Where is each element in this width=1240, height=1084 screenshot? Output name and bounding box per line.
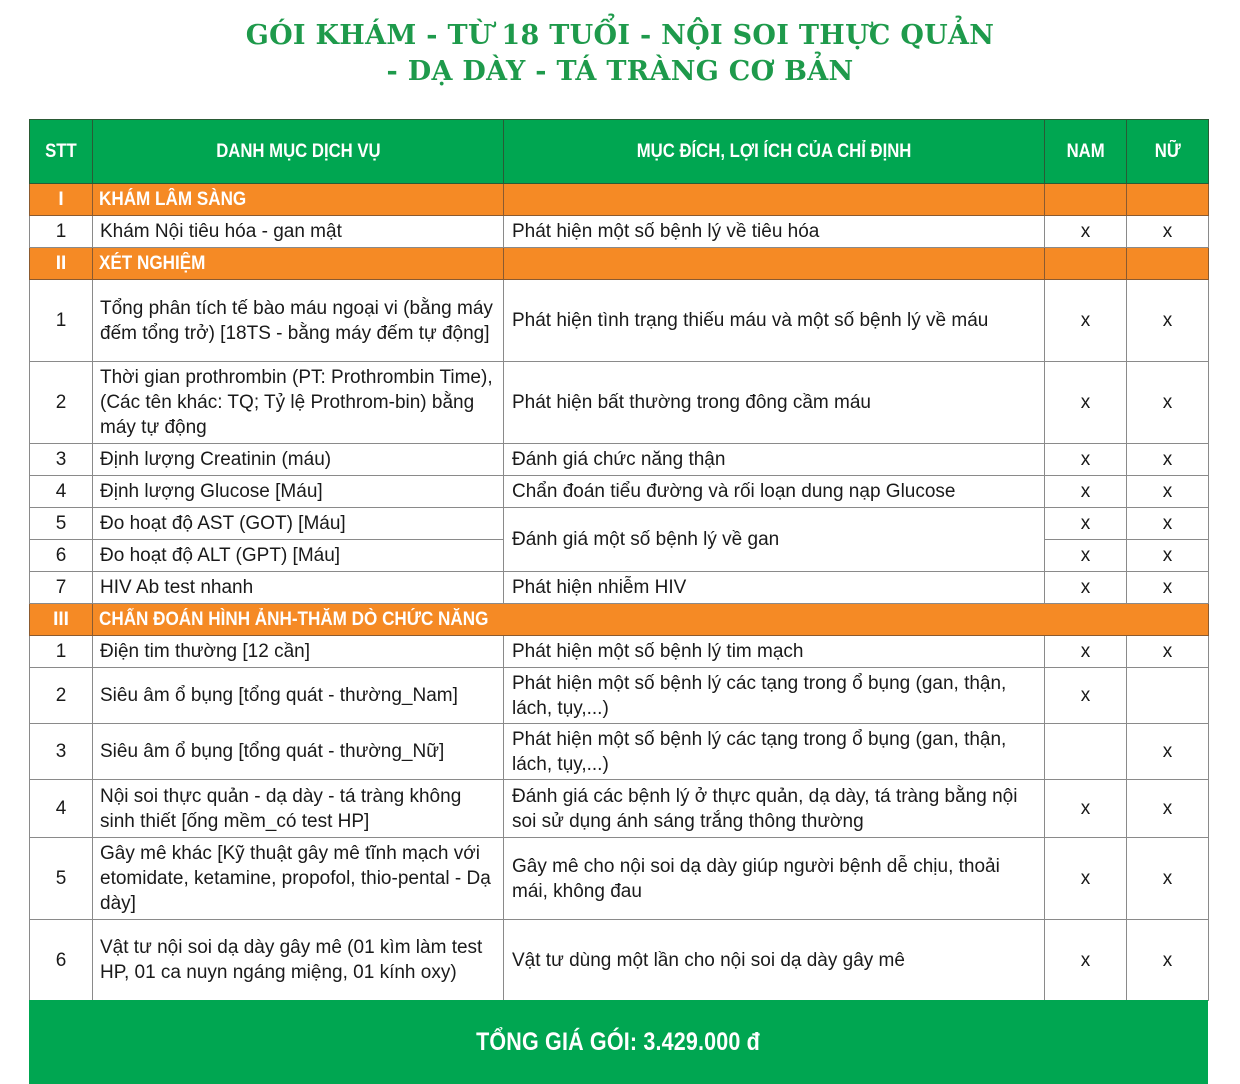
service-purpose: Gây mê cho nội soi dạ dày giúp người bệnh dễ chịu, thoải mái, không đau — [504, 838, 1045, 920]
row-number: 3 — [30, 444, 93, 476]
table-row — [30, 508, 1209, 540]
service-name: Vật tư nội soi dạ dày gây mê (01 kìm làm test HP, 01 ca nuyn ngáng miệng, 01 kính oxy) — [93, 920, 504, 1001]
service-name: Đo hoạt độ ALT (GPT) [Máu] — [93, 540, 504, 572]
table-header-row — [30, 120, 1209, 184]
service-purpose: Phát hiện một số bệnh lý các tạng trong ổ bụng (gan, thận, lách, tụy,...) — [504, 668, 1045, 724]
service-purpose: Phát hiện một số bệnh lý tim mạch — [504, 636, 1045, 668]
row-number: 5 — [30, 838, 93, 920]
female-mark: x — [1127, 280, 1209, 362]
row-number: 2 — [30, 668, 93, 724]
table-row — [30, 444, 1209, 476]
table-row — [30, 572, 1209, 604]
service-name: Khám Nội tiêu hóa - gan mật — [93, 216, 504, 248]
service-purpose: Đánh giá chức năng thận — [504, 444, 1045, 476]
page-title — [0, 18, 1240, 90]
male-mark: x — [1045, 636, 1127, 668]
female-mark: x — [1127, 838, 1209, 920]
table-row — [30, 216, 1209, 248]
row-number: 6 — [30, 540, 93, 572]
male-mark — [1045, 724, 1127, 780]
table-row — [30, 668, 1209, 724]
section-label: CHẨN ĐOÁN HÌNH ẢNH-THĂM DÒ CHỨC NĂNG — [93, 604, 1209, 636]
header-stt: STT — [30, 120, 93, 184]
section-number: I — [30, 184, 93, 216]
row-number: 3 — [30, 724, 93, 780]
service-name: Điện tim thường [12 cần] — [93, 636, 504, 668]
service-purpose: Vật tư dùng một lần cho nội soi dạ dày gây mê — [504, 920, 1045, 1001]
header-purpose: MỤC ĐÍCH, LỢI ÍCH CỦA CHỈ ĐỊNH — [504, 120, 1045, 184]
female-mark: x — [1127, 362, 1209, 444]
service-purpose: Phát hiện một số bệnh lý về tiêu hóa — [504, 216, 1045, 248]
service-name: Gây mê khác [Kỹ thuật gây mê tĩnh mạch với etomidate, ketamine, propofol, thio-pental - Dạ dày] — [93, 838, 504, 920]
male-mark: x — [1045, 780, 1127, 838]
title-line-2: - DẠ DÀY - TÁ TRÀNG CƠ BẢN — [386, 56, 854, 87]
table-row — [30, 724, 1209, 780]
male-mark: x — [1045, 668, 1127, 724]
service-name: Đo hoạt độ AST (GOT) [Máu] — [93, 508, 504, 540]
male-mark: x — [1045, 540, 1127, 572]
service-name: Định lượng Creatinin (máu) — [93, 444, 504, 476]
table-row — [30, 920, 1209, 1001]
service-table-container — [29, 119, 1208, 1001]
service-purpose: Phát hiện nhiễm HIV — [504, 572, 1045, 604]
male-mark: x — [1045, 362, 1127, 444]
row-number: 6 — [30, 920, 93, 1001]
female-mark: x — [1127, 216, 1209, 248]
service-name: Nội soi thực quản - dạ dày - tá tràng không sinh thiết [ống mềm_có test HP] — [93, 780, 504, 838]
row-number: 1 — [30, 216, 93, 248]
female-mark: x — [1127, 636, 1209, 668]
section-row-kham-lam-sang — [30, 184, 1209, 216]
row-number: 1 — [30, 636, 93, 668]
service-name: Thời gian prothrombin (PT: Prothrombin Time), (Các tên khác: TQ; Tỷ lệ Prothrom-bin) bằng máy tự động — [93, 362, 504, 444]
male-mark: x — [1045, 280, 1127, 362]
service-name: Tổng phân tích tế bào máu ngoại vi (bằng máy đếm tổng trở) [18TS - bằng máy đếm tự động] — [93, 280, 504, 362]
row-number: 4 — [30, 476, 93, 508]
female-mark: x — [1127, 476, 1209, 508]
service-table — [29, 119, 1209, 1001]
table-row — [30, 780, 1209, 838]
table-row — [30, 636, 1209, 668]
section-number: III — [30, 604, 93, 636]
header-female: NỮ — [1127, 120, 1209, 184]
total-price-label: TỔNG GIÁ GÓI: 3.429.000 đ — [476, 1027, 761, 1056]
male-mark: x — [1045, 444, 1127, 476]
service-name: Siêu âm ổ bụng [tổng quát - thường_Nam] — [93, 668, 504, 724]
row-number: 4 — [30, 780, 93, 838]
male-mark: x — [1045, 838, 1127, 920]
title-line-1: GÓI KHÁM - TỪ 18 TUỔI - NỘI SOI THỰC QUẢN — [245, 20, 995, 51]
female-mark: x — [1127, 444, 1209, 476]
row-number: 1 — [30, 280, 93, 362]
row-number: 7 — [30, 572, 93, 604]
male-mark: x — [1045, 216, 1127, 248]
service-purpose: Phát hiện bất thường trong đông cầm máu — [504, 362, 1045, 444]
service-purpose: Chẩn đoán tiểu đường và rối loạn dung nạp Glucose — [504, 476, 1045, 508]
female-mark: x — [1127, 920, 1209, 1001]
male-mark: x — [1045, 572, 1127, 604]
section-label: KHÁM LÂM SÀNG — [93, 184, 504, 216]
male-mark: x — [1045, 508, 1127, 540]
header-service: DANH MỤC DỊCH VỤ — [93, 120, 504, 184]
table-row — [30, 476, 1209, 508]
female-mark: x — [1127, 540, 1209, 572]
header-male: NAM — [1045, 120, 1127, 184]
female-mark: x — [1127, 724, 1209, 780]
table-row — [30, 362, 1209, 444]
section-row-chan-doan-hinh-anh — [30, 604, 1209, 636]
service-purpose: Đánh giá các bệnh lý ở thực quản, dạ dày, tá tràng bằng nội soi sử dụng ánh sáng trắng thông thường — [504, 780, 1045, 838]
service-purpose-merged: Đánh giá một số bệnh lý về gan — [504, 508, 1045, 572]
table-row — [30, 280, 1209, 362]
row-number: 2 — [30, 362, 93, 444]
female-mark: x — [1127, 780, 1209, 838]
section-label: XÉT NGHIỆM — [93, 248, 504, 280]
female-mark: x — [1127, 508, 1209, 540]
section-number: II — [30, 248, 93, 280]
row-number: 5 — [30, 508, 93, 540]
service-purpose: Phát hiện một số bệnh lý các tạng trong ổ bụng (gan, thận, lách, tụy,...) — [504, 724, 1045, 780]
female-mark: x — [1127, 572, 1209, 604]
table-row — [30, 838, 1209, 920]
service-purpose: Phát hiện tình trạng thiếu máu và một số bệnh lý về máu — [504, 280, 1045, 362]
service-name: Định lượng Glucose [Máu] — [93, 476, 504, 508]
service-name: HIV Ab test nhanh — [93, 572, 504, 604]
male-mark: x — [1045, 476, 1127, 508]
service-name: Siêu âm ổ bụng [tổng quát - thường_Nữ] — [93, 724, 504, 780]
male-mark: x — [1045, 920, 1127, 1001]
total-price-banner — [29, 1000, 1208, 1084]
section-row-xet-nghiem — [30, 248, 1209, 280]
female-mark — [1127, 668, 1209, 724]
